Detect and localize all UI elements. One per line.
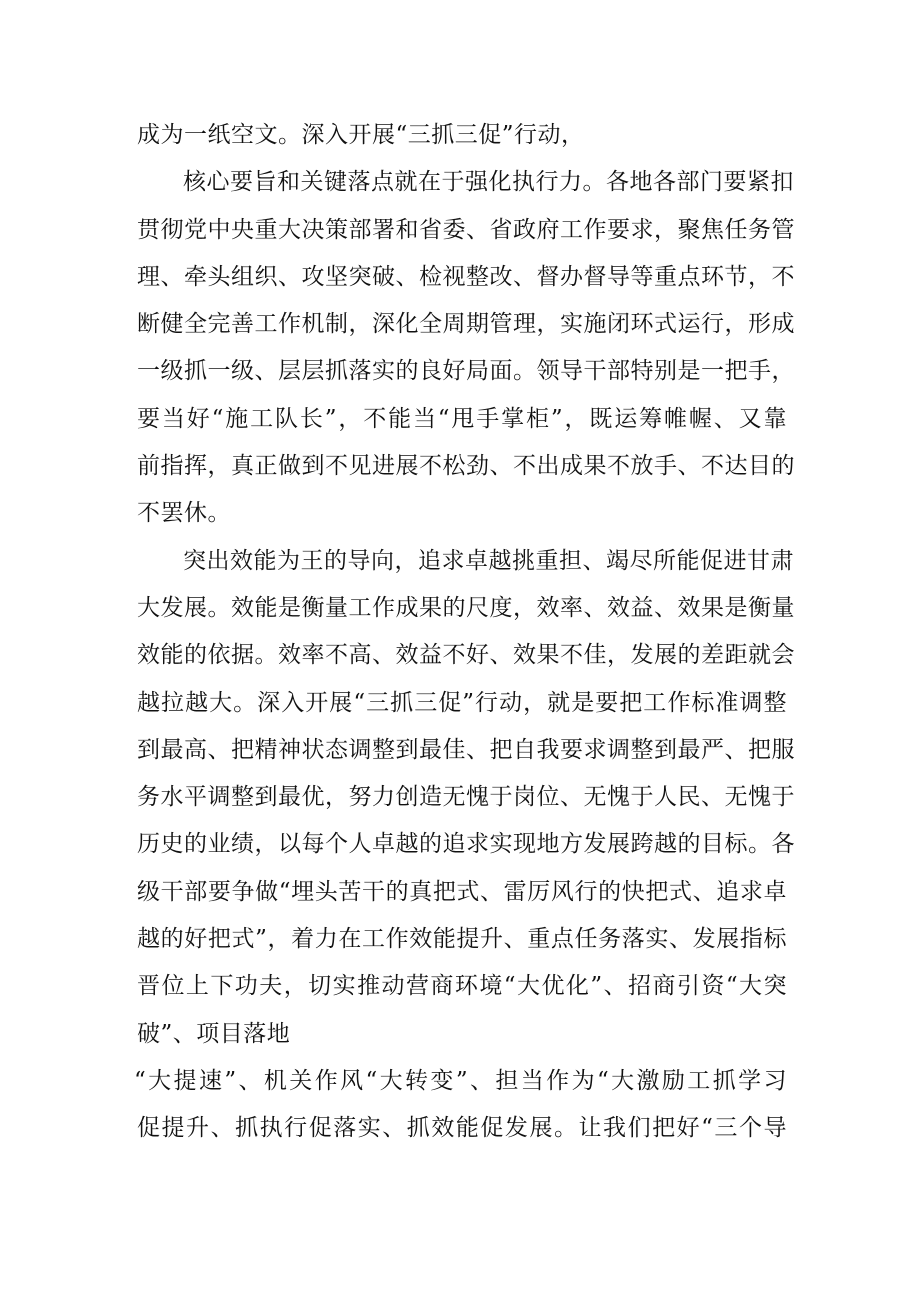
text-line: 历史的业绩，以每个人卓越的追求实现地方发展跨越的目标。各	[137, 831, 795, 858]
text-line: 促提升、抓执行促落实、抓效能促发展。让我们把好“三个导	[137, 1115, 787, 1142]
text-line: 断健全完善工作机制，深化全周期管理，实施闭环式运行，形成	[137, 311, 795, 338]
text-line: 到最高、把精神状态调整到最佳、把自我要求调整到最严、把服	[137, 736, 795, 763]
text-line: 理、牵头组织、攻坚突破、检视整改、督办督导等重点环节，不	[137, 263, 795, 290]
paragraph-start-line: 核心要旨和关键落点就在于强化执行力。各地各部门要紧扣	[183, 169, 794, 196]
text-line: 级干部要争做“埋头苦干的真把式、雷厉风行的快把式、追求卓	[137, 878, 787, 905]
text-line: 效能的依据。效率不高、效益不好、效果不佳，发展的差距就会	[137, 642, 795, 669]
text-line: 前指挥，真正做到不见进展不松劲、不出成果不放手、不达目的	[137, 453, 795, 480]
text-line: 一级抓一级、层层抓落实的良好局面。领导干部特别是一把手，	[137, 358, 795, 385]
text-line: 成为一纸空文。深入开展“三抓三促”行动，	[137, 122, 585, 148]
body-text	[134, 112, 795, 1153]
paragraph-end-line: 破”、项目落地	[137, 1020, 291, 1047]
text-line: 大发展。效能是衡量工作成果的尺度，效率、效益、效果是衡量	[137, 594, 795, 621]
paragraph-end-line: 不罢休。	[137, 500, 231, 527]
paragraph-start-line: 突出效能为王的导向，追求卓越挑重担、竭尽所能促进甘肃	[183, 547, 794, 574]
text-line: 越拉越大。深入开展“三抓三促”行动，就是要把工作标准调整	[137, 689, 787, 716]
text-line: 越的好把式”，着力在工作效能提升、重点任务落实、发展指标	[137, 926, 787, 953]
text-line: 要当好“施工队长”，不能当“甩手掌柜”，既运筹帷幄、又靠	[137, 405, 787, 432]
text-line: 务水平调整到最优，努力创造无愧于岗位、无愧于人民、无愧于	[137, 784, 795, 811]
text-line: 贯彻党中央重大决策部署和省委、省政府工作要求，聚焦任务管	[137, 216, 795, 243]
text-line: 晋位上下功夫，切实推动营商环境“大优化”、招商引资“大突	[137, 973, 787, 1000]
text-line: “大提速”、机关作风“大转变”、担当作为“大激励工抓学习	[134, 1067, 787, 1094]
